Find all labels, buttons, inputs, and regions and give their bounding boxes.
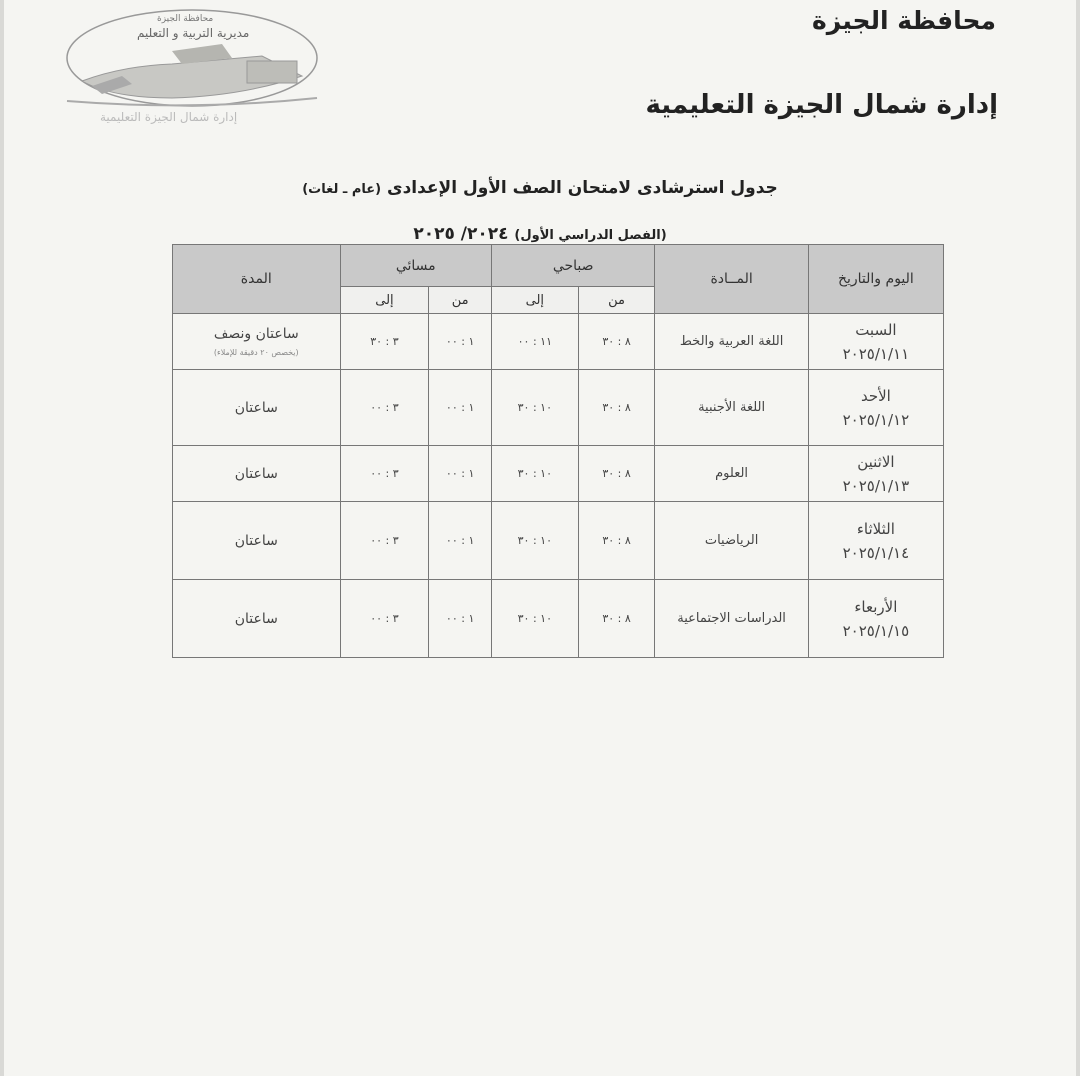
evening-from-cell: ١ : ٠٠: [429, 502, 492, 580]
header-morning-from: من: [578, 287, 655, 314]
exam-date: ٢٠٢٥/١/١٢: [842, 410, 910, 429]
subject-cell: اللغة الأجنبية: [655, 370, 808, 446]
header-duration: المدة: [173, 245, 341, 314]
evening-to-cell: ٣ : ٠٠: [340, 370, 429, 446]
day-name: الأحد: [860, 386, 891, 405]
document-title: [4, 178, 1076, 198]
evening-to-cell: ٣ : ٣٠: [340, 314, 429, 370]
day-date-cell: [808, 446, 943, 502]
logo-text-directorate: مديرية التربية و التعليم: [137, 26, 250, 40]
header-evening-to: إلى: [340, 287, 429, 314]
day-date-cell: [808, 314, 943, 370]
duration-cell: ساعتان: [173, 580, 341, 658]
duration-cell: [173, 314, 341, 370]
evening-from-cell: ١ : ٠٠: [429, 446, 492, 502]
header-morning-to: إلى: [491, 287, 578, 314]
day-name: الاثنين: [857, 452, 895, 471]
subject-cell: الرياضيات: [655, 502, 808, 580]
logo-text-governorate: محافظة الجيزة: [157, 14, 214, 24]
subject-cell: الدراسات الاجتماعية: [655, 580, 808, 658]
evening-from-cell: ١ : ٠٠: [429, 314, 492, 370]
exam-date: ٢٠٢٥/١/١١: [842, 344, 910, 363]
table-row: [173, 446, 944, 502]
directorate-logo: [62, 6, 322, 136]
table-row: [173, 314, 944, 370]
morning-from-cell: ٨ : ٣٠: [578, 580, 655, 658]
duration-note: (يخصص ٢٠ دقيقة للإملاء): [213, 348, 299, 357]
administration-heading: إدارة شمال الجيزة التعليمية: [645, 90, 998, 120]
day-date-cell: [808, 580, 943, 658]
exam-date: ٢٠٢٥/١/١٤: [842, 543, 910, 562]
subtitle-semester: (الفصل الدراسي الأول): [514, 228, 667, 243]
document-subtitle: [4, 224, 1076, 244]
exam-schedule-table: [172, 244, 944, 658]
day-date-cell: [808, 502, 943, 580]
header-evening: مسائي: [340, 245, 491, 287]
day-name: السبت: [855, 320, 897, 339]
morning-to-cell: ١١ : ٠٠: [491, 314, 578, 370]
duration-cell: ساعتان: [173, 370, 341, 446]
header-morning: صباحي: [491, 245, 654, 287]
day-name: الثلاثاء: [856, 519, 895, 538]
governorate-heading: محافظة الجيزة: [812, 6, 996, 35]
duration-cell: ساعتان: [173, 502, 341, 580]
table-row: [173, 370, 944, 446]
header-evening-from: من: [429, 287, 492, 314]
day-name: الأربعاء: [854, 597, 898, 616]
exam-date: ٢٠٢٥/١/١٣: [842, 476, 910, 495]
title-paren: (عام ـ لغات): [302, 182, 382, 197]
header-subject: المــادة: [655, 245, 808, 314]
document-page: [4, 0, 1076, 1076]
morning-to-cell: ١٠ : ٣٠: [491, 502, 578, 580]
logo-caption: إدارة شمال الجيزة التعليمية: [100, 110, 238, 124]
morning-from-cell: ٨ : ٣٠: [578, 502, 655, 580]
exam-date: ٢٠٢٥/١/١٥: [842, 621, 910, 640]
morning-to-cell: ١٠ : ٣٠: [491, 370, 578, 446]
morning-to-cell: ١٠ : ٣٠: [491, 580, 578, 658]
title-main: جدول استرشادى لامتحان الصف الأول الإعدادى: [386, 178, 778, 198]
table-row: [173, 502, 944, 580]
evening-to-cell: ٣ : ٠٠: [340, 502, 429, 580]
header-day-date: اليوم والتاريخ: [808, 245, 943, 314]
evening-from-cell: ١ : ٠٠: [429, 370, 492, 446]
morning-to-cell: ١٠ : ٣٠: [491, 446, 578, 502]
subject-cell: العلوم: [655, 446, 808, 502]
evening-from-cell: ١ : ٠٠: [429, 580, 492, 658]
subject-cell: اللغة العربية والخط: [655, 314, 808, 370]
duration-cell: ساعتان: [173, 446, 341, 502]
morning-from-cell: ٨ : ٣٠: [578, 370, 655, 446]
day-date-cell: [808, 370, 943, 446]
duration-text: ساعتان ونصف: [213, 326, 299, 342]
morning-from-cell: ٨ : ٣٠: [578, 314, 655, 370]
evening-to-cell: ٣ : ٠٠: [340, 580, 429, 658]
evening-to-cell: ٣ : ٠٠: [340, 446, 429, 502]
table-row: [173, 580, 944, 658]
subtitle-year: ٢٠٢٤/ ٢٠٢٥: [413, 224, 509, 244]
morning-from-cell: ٨ : ٣٠: [578, 446, 655, 502]
